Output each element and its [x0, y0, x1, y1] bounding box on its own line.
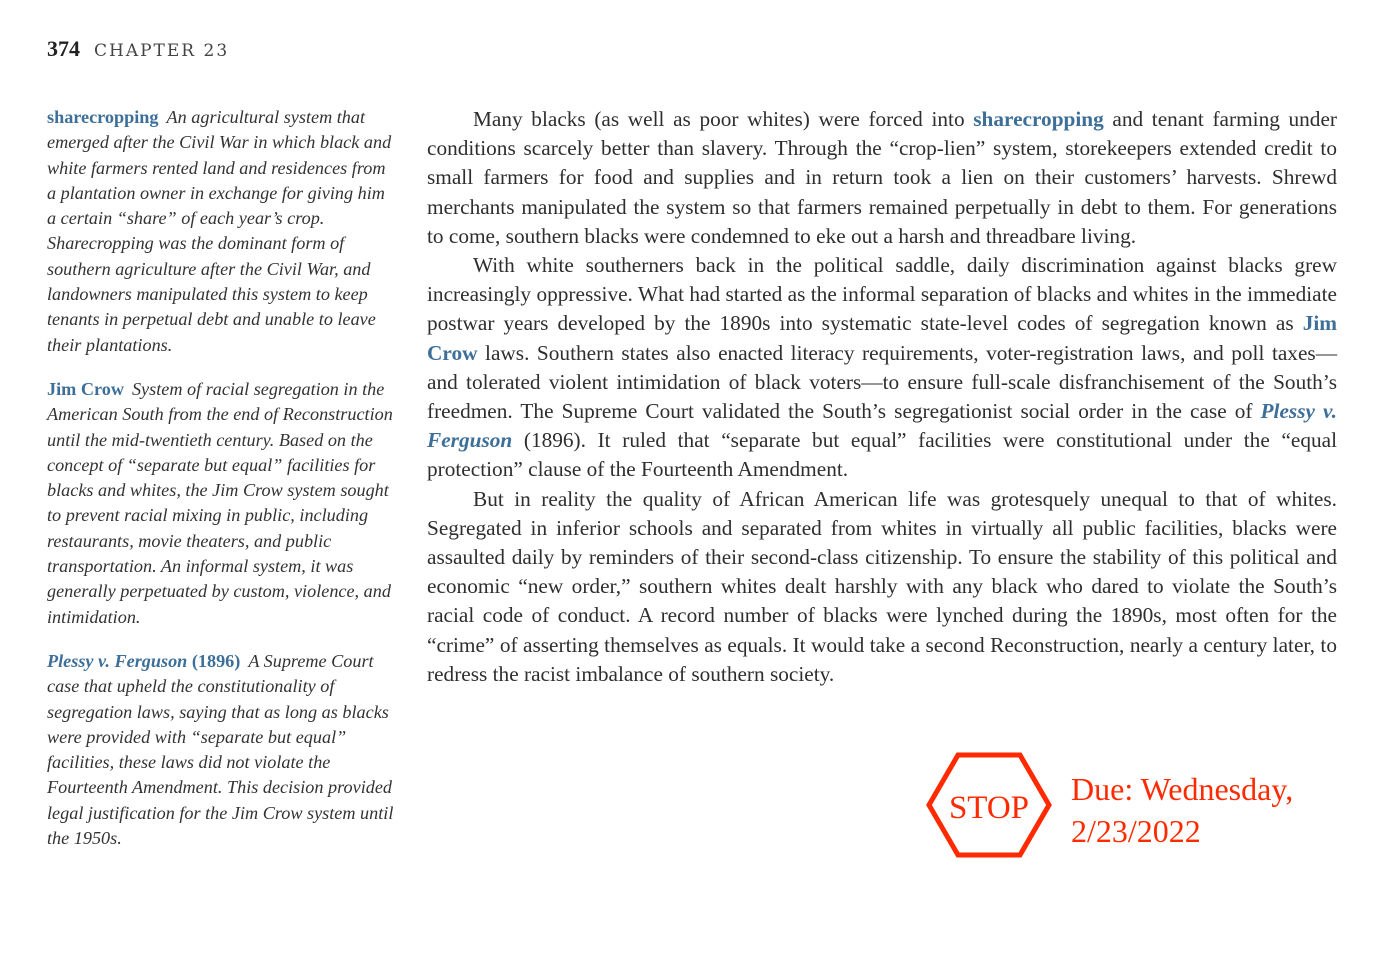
- stop-sign-icon: [926, 752, 1052, 858]
- due-date-note: [1071, 768, 1293, 852]
- glossary-definition: A Supreme Court case that upheld the constitutionality of segregation laws, saying that as long as blacks were provided with “separate but equal” facilities, these laws did not violate the Fourteenth Amendment. This decision provided legal justification for the Jim Crow system until the 1950s.: [47, 650, 394, 849]
- page-header: [47, 36, 229, 64]
- glossary-entry-sharecropping: [47, 105, 397, 358]
- page-number: 374: [47, 36, 80, 61]
- due-line-1: Due: Wednesday,: [1071, 771, 1294, 807]
- text-span: laws. Southern states also enacted literacy requirements, voter-registration laws, and poll taxes—and tolerated violent intimidation of black voters—to ensure full-scale disfranchisement of the South’s freedmen. The Supreme Court validated the South’s segregationist social order in the case of: [427, 340, 1337, 424]
- glossary-definition: An agricultural system that emerged after the Civil War in which black and white farmers rented land and residences from a plantation owner in exchange for giving him a certain “share” of each year’s crop. Sharecropping was the dominant form of southern agriculture after the Civil War, and landowners manipulated this system to keep tenants in perpetual debt and unable to leave their plantations.: [47, 107, 392, 355]
- glossary-term: sharecropping: [47, 107, 159, 127]
- glossary-term-name: Plessy v. Ferguson: [47, 650, 188, 671]
- glossary-term: [47, 651, 240, 671]
- text-span: Many blacks (as well as poor whites) were forced into: [473, 107, 974, 131]
- glossary-term-year: (1896): [191, 650, 241, 671]
- glossary-entry-plessy: [47, 649, 397, 851]
- text-span: and tenant farming under conditions scarcely better than slavery. Through the “crop-lien” system, storekeepers extended credit to small farmers for food and supplies and in return took a lien on their customers’ harvests. Shrewd merchants manipulated the system so that farmers remained perpetually in debt to them. For generations to come, southern blacks were condemned to eke out a harsh and threadbare living.: [427, 107, 1337, 248]
- glossary-definition: System of racial segregation in the American South from the end of Reconstruction until the mid-twentieth century. Based on the concept of “separate but equal” facilities for blacks and whites, the Jim Crow system sought to prevent racial mixing in public, including restaurants, movie theaters, and public transportation. An informal system, it was generally perpetuated by custom, violence, and intimidation.: [47, 378, 393, 627]
- main-text: [427, 105, 1337, 689]
- keyword-sharecropping: sharecropping: [973, 107, 1104, 131]
- text-span: (1896). It ruled that “separate but equal” facilities were constitutional under the “equal protection” clause of the Fourteenth Amendment.: [427, 428, 1337, 482]
- due-line-2: 2/23/2022: [1071, 813, 1201, 849]
- paragraph-3: But in reality the quality of African American life was grotesquely unequal to that of whites. Segregated in inferior schools and separated from whites in virtually all public facilities, blacks were assaulted daily by reminders of their second-class citizenship. To ensure the stability of this political and economic “new order,” southern whites dealt harshly with any black who dared to violate the South’s racial code of conduct. A record number of blacks were lynched during the 1890s, most often for the “crime” of asserting themselves as equals. It would take a second Reconstruction, nearly a century later, to redress the racist imbalance of southern society.: [427, 486, 1337, 686]
- paragraph-1: [427, 105, 1337, 251]
- glossary-sidebar: [47, 105, 397, 870]
- glossary-entry-jim-crow: [47, 377, 397, 630]
- text-span: With white southerners back in the political saddle, daily discrimination against blacks grew increasingly oppressive. What had started as the informal separation of blacks and whites in the immediate postwar years developed by the 1890s into systematic state-level codes of segregation known as: [427, 253, 1337, 336]
- chapter-title: CHAPTER 23: [94, 41, 230, 61]
- glossary-term: Jim Crow: [47, 378, 124, 399]
- paragraph-2: [427, 251, 1337, 485]
- stop-label: STOP: [948, 790, 1030, 826]
- keyword-jim-crow: Jim Crow: [427, 311, 1337, 365]
- keyword-plessy: Plessy v. Ferguson: [427, 399, 1337, 453]
